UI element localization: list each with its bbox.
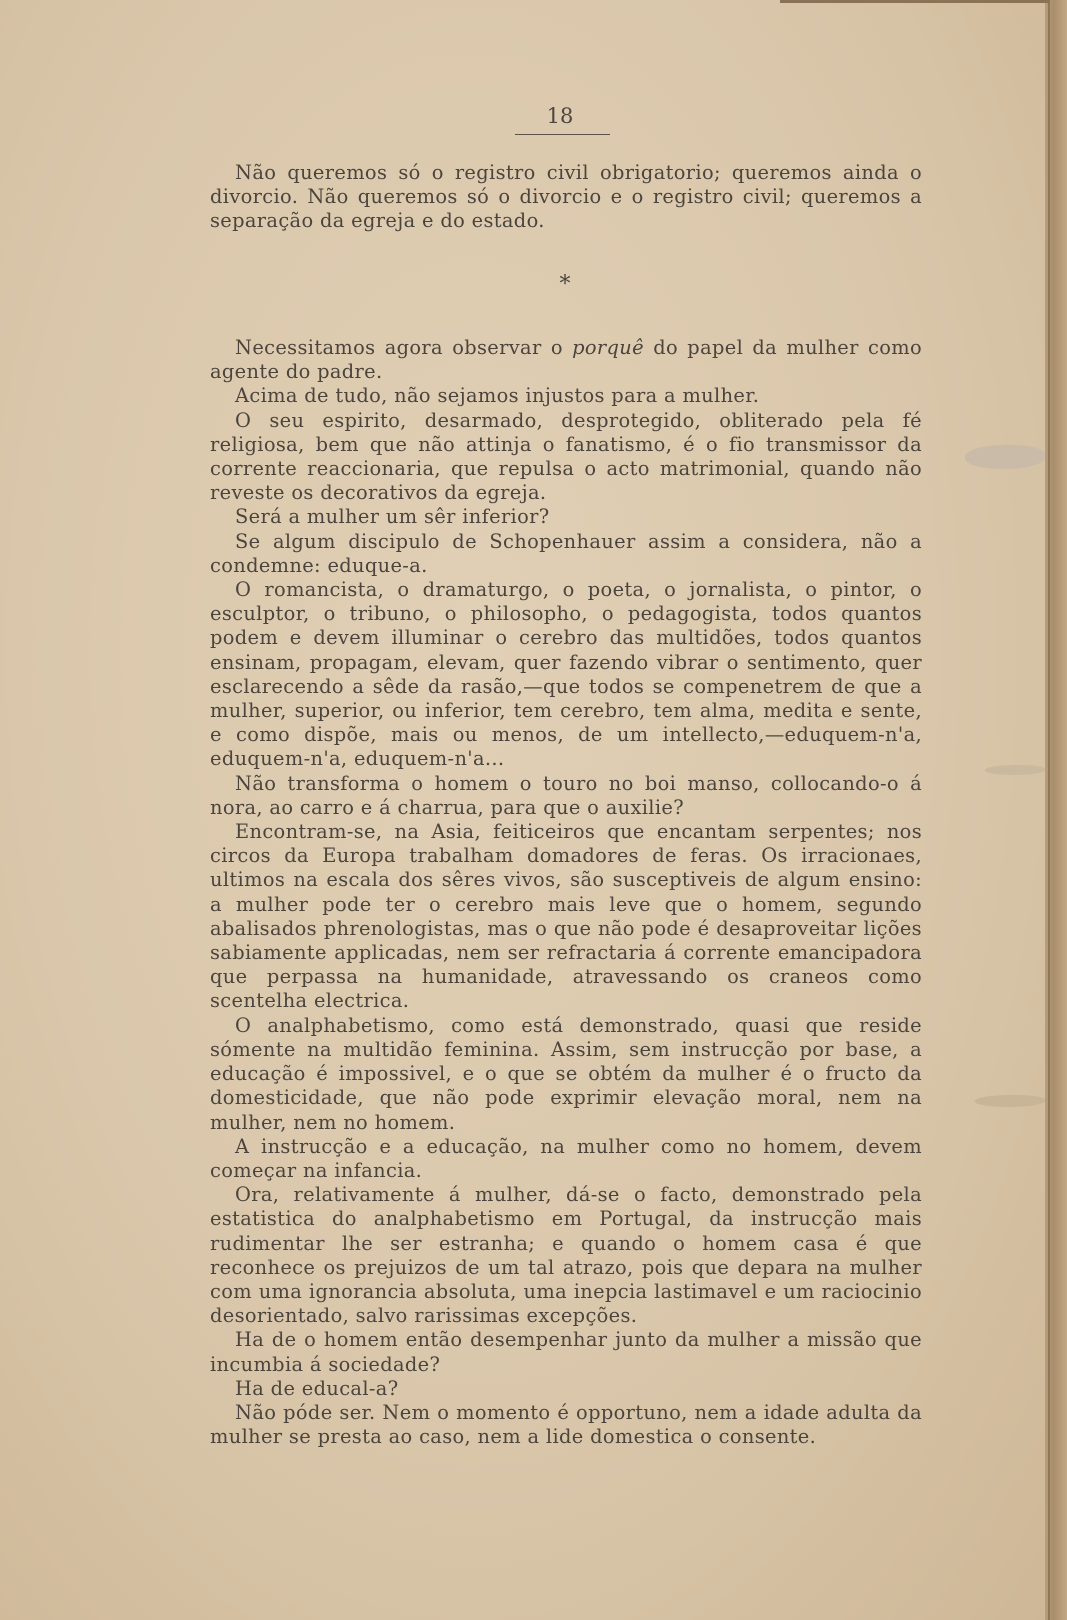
paper-fragment (965, 445, 1045, 469)
paragraph: A instrucção e a educação, na mulher como no homem, devem começar na infancia. (210, 1134, 922, 1182)
italic-word: porquê (572, 336, 644, 359)
paragraph: Não póde ser. Nem o momento é opportuno, nem a idade adulta da mulher se presta ao caso, nem a lide domestica o consente. (210, 1400, 922, 1449)
paragraph (210, 336, 922, 384)
paragraph: Não queremos só o registro civil obrigatorio; queremos ainda o divorcio. Não queremos só o divorcio e o registro civil; queremos a separação da egreja e do estado. (210, 161, 922, 233)
paragraph: O romancista, o dramaturgo, o poeta, o jornalista, o pintor, o esculptor, o tribuno, o philosopho, o pedagogista, todos quantos podem e devem illuminar o cerebro das multidões, todos quantos ensinam, propagam, elevam, quer fazendo vibrar o sentimento, quer esclarecendo a sêde da rasão,—que todos se compenetrem de que a mulher, superior, ou inferior, tem cerebro, tem alma, medita e sente, e como dispõe, mais ou menos, de um intellecto,—eduquem-n'a, eduquem-n'a, eduquem-n'a... (210, 578, 922, 771)
body-text (210, 336, 922, 1449)
paragraph: O seu espirito, desarmado, desprotegido, obliterado pela fé religiosa, bem que não attinja o fanatismo, é o fio transmissor da corrente reaccionaria, que repulsa o acto matrimonial, quando não reveste os decorativos da egreja. (210, 408, 922, 505)
paragraph: Se algum discipulo de Schopenhauer assim a considera, não a condemne: eduque-a. (210, 529, 922, 577)
paragraph: Ha de educal-a? (235, 1376, 399, 1400)
section-separator: * (559, 272, 571, 297)
text-run: do papel da mulher como agente do padre. (210, 336, 922, 384)
paper-fragment (975, 1095, 1045, 1107)
page-top-edge (780, 0, 1050, 3)
intro-text (210, 161, 922, 234)
paragraph: Encontram-se, na Asia, feiticeiros que encantam serpentes; nos circos da Europa trabalham domadores de feras. Os irracionaes, ultimos na escala dos sêres vivos, são susceptiveis de algum ensino: a mulher pode ter o cerebro mais leve que o homem, segundo abalisados phrenologistas, mas o que não pode é desaproveitar lições sabiamente applicadas, nem ser refractaria á corrente emancipadora que perpassa na humanidade, atravessando os craneos como scentelha electrica. (210, 820, 922, 1013)
paper-fragment (985, 765, 1045, 775)
paragraph: Não transforma o homem o touro no boi manso, collocando-o á nora, ao carro e á charrua, para que o auxilie? (210, 771, 922, 819)
paragraph: Ha de o homem então desempenhar junto da mulher a missão que incumbia á sociedade? (210, 1328, 922, 1376)
paragraph: O analphabetismo, como está demonstrado, quasi que reside sómente na multidão feminina. Assim, sem instrucção por base, a educação é impossivel, e o que se obtém da mulher é o fructo da domesticidade, que não pode exprimir elevação moral, nem na mulher, nem no homem. (210, 1013, 922, 1134)
page-number: 18 (546, 104, 574, 128)
page-number-rule (515, 134, 610, 135)
paragraph: Será a mulher um sêr inferior? (235, 505, 550, 529)
page-edge-line (1048, 0, 1050, 1620)
text-run: Necessitamos agora observar o (235, 336, 573, 359)
paragraph: Acima de tudo, não sejamos injustos para a mulher. (235, 384, 760, 408)
paragraph: Ora, relativamente á mulher, dá-se o facto, demonstrado pela estatistica do analphabetismo em Portugal, da instrucção mais rudimentar lhe ser estranha; e quando o homem casa é que reconhece os prejuizos de um tal atrazo, pois que depara na mulher com uma ignorancia absoluta, uma inepcia lastimavel e um raciocinio desorientado, salvo rarissimas excepções. (210, 1183, 922, 1328)
